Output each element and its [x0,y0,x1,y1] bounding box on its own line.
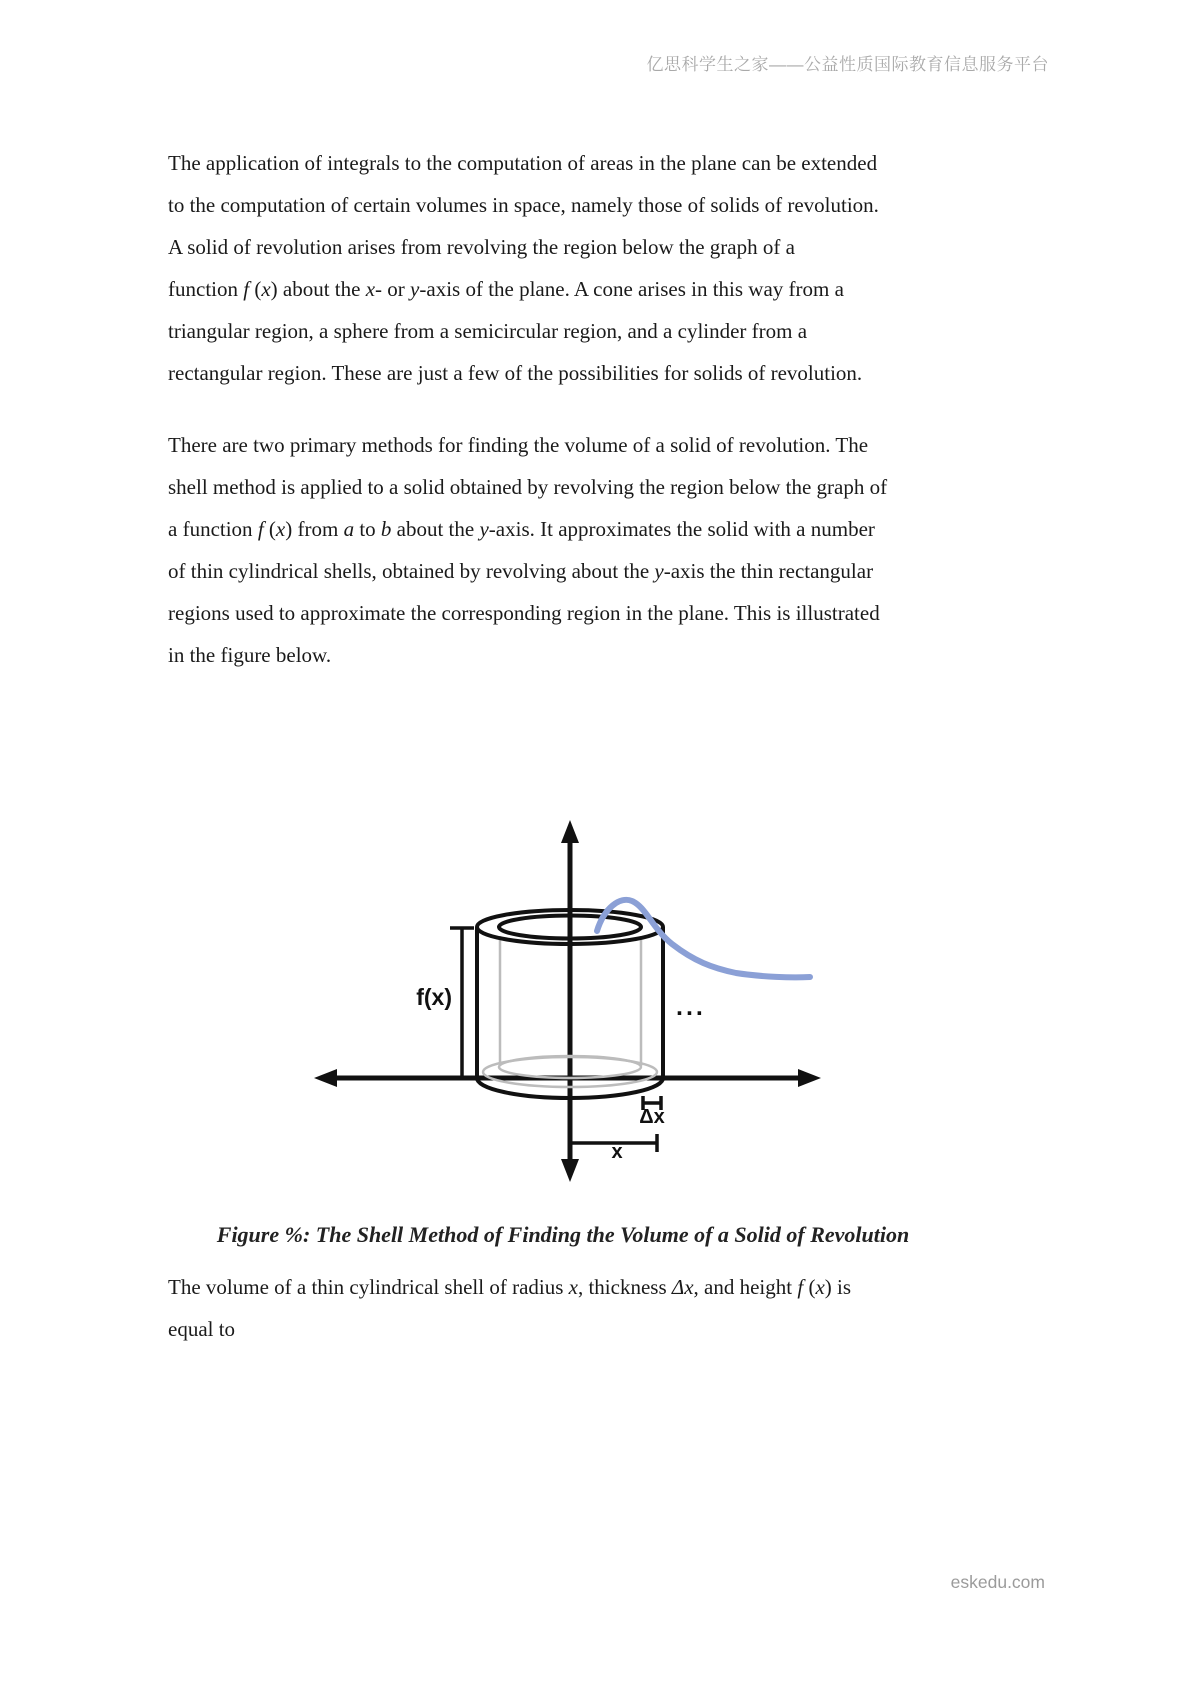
x-axis-right-arrow [798,1069,821,1087]
text-line: shell method is applied to a solid obtained by revolving the region below the graph of [168,475,888,499]
text-line: The volume of a thin cylindrical shell of radius x, thickness Δx, and height f (x) is [168,1275,852,1299]
ellipsis-dots: ... [676,993,706,1021]
text-line: to the computation of certain volumes in space, namely those of solids of revolution. [168,193,879,217]
text-line: a function f (x) from a to b about the y-axis. It approximates the solid with a number [168,517,875,541]
text-line: of thin cylindrical shells, obtained by revolving about the y-axis the thin rectangular [168,559,874,583]
x-radius-label: x [611,1141,623,1163]
x-axis [314,1069,821,1087]
figure-drawing [300,785,835,1195]
cylinder-top-inner-ellipse [499,916,641,939]
text-line: triangular region, a sphere from a semicircular region, and a cylinder from a [168,319,808,343]
fx-label: f(x) [416,984,452,1010]
footer-site-url: eskedu.com [950,1572,1045,1592]
text-line: in the figure below. [168,643,332,667]
y-axis-bottom-arrow [561,1159,579,1182]
site-banner: 亿思科学生之家——公益性质国际教育信息服务平台 [646,55,1049,74]
text-line: rectangular region. These are just a few of the possibilities for solids of revolution. [168,361,863,385]
paragraph-shell-method [168,424,998,676]
function-curve [597,900,810,977]
text-line: The application of integrals to the computation of areas in the plane can be extended [168,151,878,175]
figure-caption: Figure %: The Shell Method of Finding the Volume of a Solid of Revolution [216,1222,910,1247]
outer-cylinder [477,910,663,1098]
cylinder-bottom-arc [477,1078,663,1098]
y-axis [561,820,579,1182]
delta-x-label: Δx [639,1106,665,1128]
text-line: function f (x) about the x- or y-axis of the plane. A cone arises in this way from a [168,277,844,301]
x-axis-left-arrow [314,1069,337,1087]
inner-cylinder [483,936,657,1087]
delta-x-bracket [643,1096,661,1110]
fx-measure-bracket [450,928,474,1078]
text-line: equal to [168,1317,236,1341]
cylinder-top-outer-ellipse [477,910,663,944]
text-line: A solid of revolution arises from revolving the region below the graph of a [168,235,795,259]
text-line: There are two primary methods for finding the volume of a solid of revolution. The [168,433,869,457]
paragraph-intro [168,142,998,394]
x-measure-line [572,1134,657,1152]
text-line: regions used to approximate the corresponding region in the plane. This is illustrated [168,601,880,625]
y-axis-top-arrow [561,820,579,843]
paragraph-volume [168,1266,998,1350]
